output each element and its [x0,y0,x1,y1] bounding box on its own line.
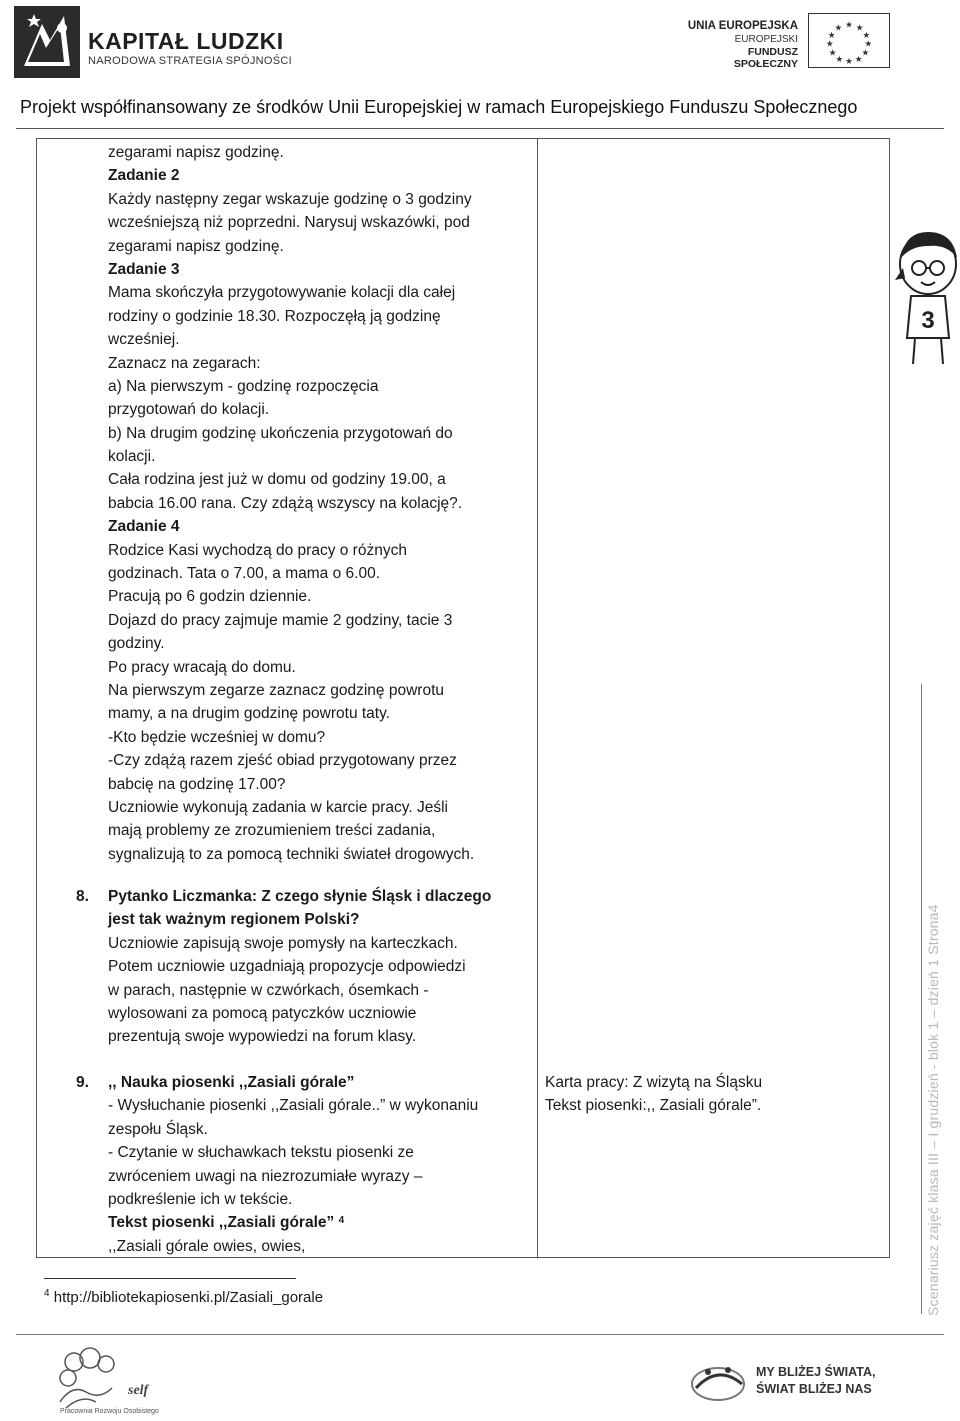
svg-text:★: ★ [825,38,834,49]
slogan-line-1: MY BLIŻEJ ŚWIATA, [756,1365,876,1379]
text-line: podkreślenie ich w tekście. [108,1190,293,1208]
text-line: -Kto będzie wcześniej w domu? [108,728,326,746]
left-column-text [108,141,474,866]
footnote [44,1288,323,1306]
text-line: Zadanie 2 [108,167,180,185]
text-line: Na pierwszym zegarze zaznacz godzinę powrotu [108,681,444,699]
text-line: Każdy następny zegar wskazuje godzinę o 3 godziny [108,190,472,208]
project-funding-line: Projekt współfinansowany ze środków Unii Europejskiej w ramach Europejskiego Funduszu Społecznego [20,97,858,117]
text-line: Pytanko Liczmanka: Z czego słynie Śląsk i dlaczego [108,888,492,905]
footer-slogan [756,1364,875,1398]
material-line: Tekst piosenki:,, Zasiali górale”. [545,1097,762,1115]
kapital-ludzki-subtitle: NARODOWA STRATEGIA SPÓJNOŚCI [88,55,292,67]
text-line: babcia 16.00 rana. Czy zdążą wszyscy na kolację?. [108,494,463,512]
svg-text:★: ★ [864,38,873,49]
svg-text:★: ★ [855,22,864,33]
svg-text:★: ★ [845,56,853,67]
text-line: rodziny o godzinie 18.30. Rozpoczęłą ją godzinę [108,307,441,325]
item-9-number: 9. [76,1074,89,1091]
eu-text-block [684,20,798,70]
side-vertical-rule [921,684,922,1314]
text-line: Mama skończyła przygotowywanie kolacji dla całej [108,284,456,302]
slogan-line-2: ŚWIAT BLIŻEJ NAS [756,1382,872,1396]
right-column-text [545,1071,762,1118]
svg-text:★: ★ [861,47,870,58]
svg-text:★: ★ [827,30,836,41]
text-line: Potem uczniowie uzgadniają propozycje odpowiedzi [108,958,466,976]
text-line: b) Na drugim godzinę ukończenia przygotowań do [108,424,453,442]
text-line: godziny. [108,635,165,653]
item-8-text [108,885,491,1049]
song-title-line [108,1211,344,1234]
mascot-number: 3 [921,307,935,334]
svg-text:★: ★ [854,54,863,65]
child-mascot-icon [893,228,960,368]
self-logo-text: self [128,1383,149,1398]
self-logo-icon [52,1342,158,1418]
text-line: Rodzice Kasi wychodzą do pracy o różnych [108,541,407,559]
text-line: Pracują po 6 godzin dziennie. [108,588,312,606]
text-line: wcześniejszą niż poprzedni. Narysuj wskazówki, pod [108,214,470,232]
text-line: zespołu Śląsk. [108,1120,208,1138]
svg-text:★: ★ [845,19,853,30]
table-column-divider [537,139,538,1257]
footer-divider [16,1334,944,1335]
text-line: Dojazd do pracy zajmuje mamie 2 godziny, tacie 3 [108,611,453,629]
text-line: mają problemy ze zrozumieniem treści zadania, [108,822,436,840]
text-line: wcześniej. [108,331,180,349]
song-first-line: ,,Zasiali górale owies, owies, [108,1238,306,1255]
text-line: Uczniowie zapisują swoje pomysły na karteczkach. [108,934,458,952]
svg-text:★: ★ [834,22,843,33]
text-line: ,, Nauka piosenki ,,Zasiali górale” [108,1074,355,1091]
text-line: Uczniowie wykonują zadania w karcie pracy. Jeśli [108,798,448,816]
side-vertical-text: Scenariusz zajęć klasa III – I grudzień - blok 1 – dzień 1 Strona4 [925,904,941,1316]
text-line: zegarami napisz godzinę. [108,144,284,161]
item-9-text [108,1071,478,1211]
text-line: -Czy zdążą razem zjeść obiad przygotowany przez [108,752,457,770]
footnote-divider [44,1278,296,1279]
text-line: Zadanie 3 [108,260,180,278]
text-line: jest tak ważnym regionem Polski? [108,911,360,929]
kapital-ludzki-title: KAPITAŁ LUDZKI [88,28,284,54]
footnote-reference: 4 [338,1215,345,1226]
header-divider [16,128,944,129]
eu-line-2: EUROPEJSKI [734,34,798,45]
svg-text:★: ★ [862,30,871,41]
footnote-number: 4 [44,1288,50,1299]
text-line: babcię na godzinę 17.00? [108,775,286,793]
text-line: prezentują swoje wypowiedzi na forum klasy. [108,1028,417,1046]
song-title: Tekst piosenki ,,Zasiali górale” [108,1214,335,1231]
text-line: przygotowań do kolacji. [108,401,270,419]
item-8-number: 8. [76,888,89,905]
text-line: Zaznacz na zegarach: [108,354,261,372]
text-line: zwróceniem uwagi na niezrozumiałe wyrazy – [108,1167,423,1185]
text-line: wylosowani za pomocą patyczków uczniowie [108,1004,417,1022]
eu-line-3: FUNDUSZ SPOŁECZNY [733,46,798,70]
self-logo-subtitle: Pracownia Rozwoju Osobistego [60,1408,159,1415]
material-line: Karta pracy: Z wizytą na Śląsku [545,1074,763,1091]
text-line: zegarami napisz godzinę. [108,237,284,255]
eu-line-1: UNIA EUROPEJSKA [687,20,798,32]
text-line: - Wysłuchanie piosenki ,,Zasiali górale..” w wykonaniu [108,1097,479,1115]
text-line: kolacji. [108,448,156,466]
text-line: Po pracy wracają do domu. [108,658,296,676]
text-line: w parach, następnie w czwórkach, ósemkach - [108,981,429,999]
text-line: Zadanie 4 [108,518,180,536]
text-line: mamy, a na drugim godzinę powrotu taty. [108,705,391,723]
svg-text:★: ★ [828,47,837,58]
kapital-ludzki-logo-icon [14,6,80,78]
text-line: godzinach. Tata o 7.00, a mama o 6.00. [108,565,381,583]
eu-flag-icon [808,13,890,68]
text-line: Cała rodzina jest już w domu od godziny 19.00, a [108,471,446,489]
footnote-link[interactable]: http://bibliotekapiosenki.pl/Zasiali_gorale [53,1289,324,1306]
text-line: - Czytanie w słuchawkach tekstu piosenki ze [108,1144,414,1162]
text-line: a) Na pierwszym - godzinę rozpoczęcia [108,377,379,395]
svg-text:★: ★ [835,54,844,65]
text-line: sygnalizują to za pomocą techniki świateł drogowych. [108,845,475,863]
globe-people-logo-icon [686,1358,750,1404]
